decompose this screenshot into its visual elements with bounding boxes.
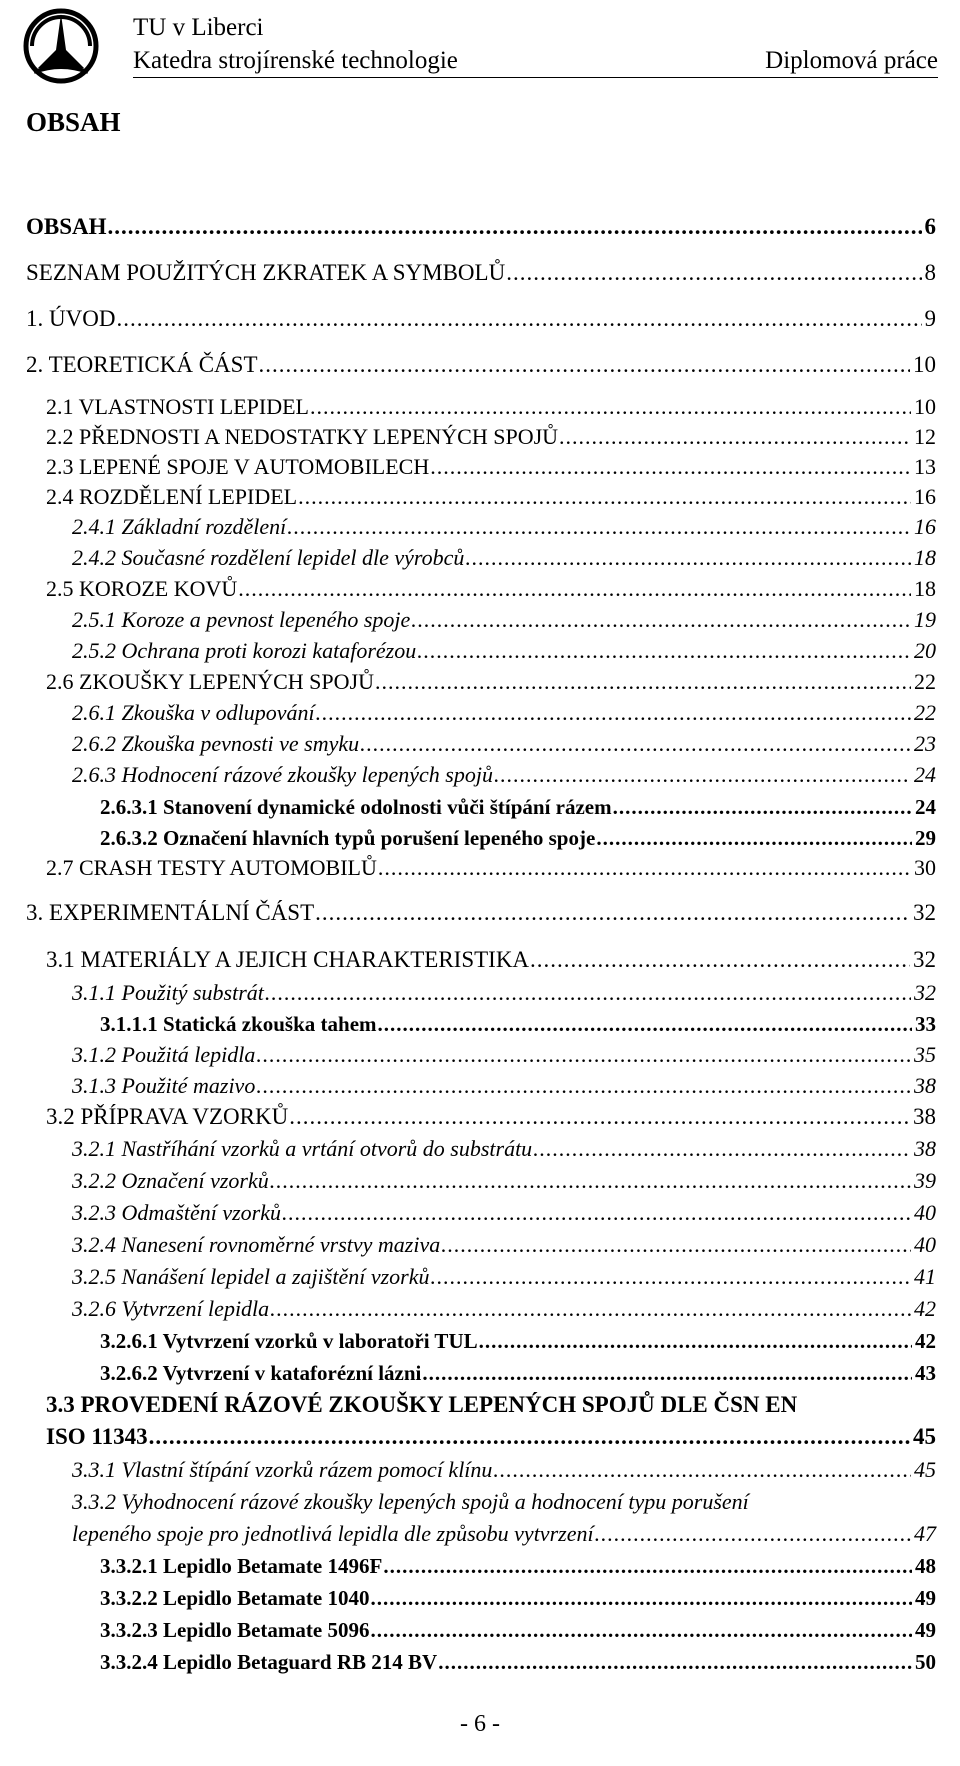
toc-entry-page: 16 xyxy=(914,514,936,539)
toc-entry-page: 32 xyxy=(914,980,936,1005)
toc-entry-page: 50 xyxy=(915,1650,936,1674)
toc-leader xyxy=(465,543,911,573)
toc-entry-label: 3.3.1 Vlastní štípání vzorků rázem pomocí klínu xyxy=(72,1457,493,1482)
toc-entry[interactable] xyxy=(72,760,936,790)
toc-entry-label: 3.2 PŘÍPRAVA VZORKŮ xyxy=(46,1104,289,1129)
toc-entry[interactable] xyxy=(46,945,936,975)
toc-entry-page: 40 xyxy=(914,1200,936,1225)
toc-entry[interactable] xyxy=(72,1040,936,1070)
toc-entry-label: 2.6.3 Hodnocení rázové zkoušky lepených spojů xyxy=(72,762,493,787)
page-number: - 6 - xyxy=(460,1711,500,1737)
toc-leader xyxy=(533,1134,911,1164)
toc-entry[interactable] xyxy=(100,1551,936,1581)
toc-entry-label: 2.6.2 Zkouška pevnosti ve smyku xyxy=(72,731,360,756)
toc-entry[interactable] xyxy=(72,698,936,728)
toc-leader xyxy=(375,667,911,697)
toc-entry-label: ISO 11343 xyxy=(46,1424,148,1449)
toc-entry-label: 3.2.5 Nanášení lepidel a zajištění vzorků xyxy=(72,1264,430,1289)
toc-entry[interactable] xyxy=(26,304,936,334)
toc-entry-label: 3.2.6 Vytvrzení lepidla xyxy=(72,1296,270,1321)
toc-entry[interactable] xyxy=(100,792,936,822)
toc-leader xyxy=(430,452,911,482)
toc-entry[interactable] xyxy=(26,898,936,928)
toc-entry-page: 38 xyxy=(914,1136,936,1161)
toc-entry-page: 23 xyxy=(914,731,936,756)
toc-leader xyxy=(270,1294,911,1324)
toc-leader xyxy=(417,636,911,666)
toc-entry-label: 3.3.2.4 Lepidlo Betaguard RB 214 BV xyxy=(100,1650,438,1674)
toc-leader xyxy=(149,1422,910,1452)
toc-entry-page: 47 xyxy=(914,1521,936,1546)
toc-entry-label: 3.2.2 Označení vzorků xyxy=(72,1168,269,1193)
toc-entry-label: 3.2.6.2 Vytvrzení v kataforézní lázni xyxy=(100,1361,422,1385)
toc-entry-label: 2.5.2 Ochrana proti korozi kataforézou xyxy=(72,638,417,663)
toc-entry-page: 39 xyxy=(914,1168,936,1193)
toc-entry[interactable] xyxy=(46,482,936,512)
toc-leader xyxy=(370,1583,912,1613)
toc-leader xyxy=(613,792,912,822)
toc-entry[interactable] xyxy=(26,350,936,380)
toc-leader xyxy=(265,978,911,1008)
toc-entry-label: 3.2.3 Odmaštění vzorků xyxy=(72,1200,281,1225)
page-title: OBSAH xyxy=(26,107,121,137)
toc-entry-label: 3.3.2.3 Lepidlo Betamate 5096 xyxy=(100,1618,370,1642)
toc-entry[interactable] xyxy=(72,1071,936,1101)
toc-entry-page: 20 xyxy=(914,638,936,663)
toc-entry[interactable] xyxy=(46,422,936,452)
toc-entry-label: 2.6.1 Zkouška v odlupování xyxy=(72,700,315,725)
toc-entry-page: 18 xyxy=(914,576,936,601)
toc-leader xyxy=(256,1071,911,1101)
toc-entry-label: 3.1.1 Použitý substrát xyxy=(72,980,264,1005)
toc-entry-page: 18 xyxy=(914,545,936,570)
toc-leader xyxy=(298,482,911,512)
toc-entry-page: 24 xyxy=(915,795,936,819)
toc-entry-page: 43 xyxy=(915,1361,936,1385)
toc-entry-page: 33 xyxy=(915,1012,936,1036)
toc-entry-label: 3. EXPERIMENTÁLNÍ ČÁST xyxy=(26,900,315,925)
toc-entry[interactable] xyxy=(46,667,936,697)
toc-entry-label: 2.6.3.1 Stanovení dynamické odolnosti vůči štípání rázem xyxy=(100,795,612,819)
toc-entry[interactable] xyxy=(46,1102,936,1132)
toc-entry-page: 16 xyxy=(914,484,936,509)
toc-entry-page: 12 xyxy=(914,424,936,449)
toc-entry[interactable] xyxy=(72,1262,936,1292)
toc-entry-page: 22 xyxy=(914,700,936,725)
toc-leader xyxy=(370,1615,912,1645)
toc-entry-page: 13 xyxy=(914,454,936,479)
toc-entry[interactable] xyxy=(26,212,936,242)
toc-leader xyxy=(378,1009,912,1039)
toc-entry[interactable] xyxy=(46,1422,936,1452)
toc-entry-label: 2. TEORETICKÁ ČÁST xyxy=(26,352,258,377)
toc-entry-page: 49 xyxy=(915,1586,936,1610)
toc-leader xyxy=(378,853,911,883)
toc-entry[interactable] xyxy=(46,574,936,604)
toc-leader xyxy=(256,1040,911,1070)
toc-entry-page: 8 xyxy=(924,260,936,285)
toc-entry-label: 3.3.2.2 Lepidlo Betamate 1040 xyxy=(100,1586,370,1610)
toc-leader xyxy=(438,1647,912,1677)
toc-entry[interactable] xyxy=(72,1198,936,1228)
header-university: TU v Liberci xyxy=(133,14,264,41)
toc-entry[interactable] xyxy=(100,1583,936,1613)
toc-entry-label: 3.1.1.1 Statická zkouška tahem xyxy=(100,1012,377,1036)
toc-entry-label: 2.5 KOROZE KOVŮ xyxy=(46,576,238,601)
toc-entry-label-line1[interactable]: 3.3.2 Vyhodnocení rázové zkoušky lepených spojů a hodnocení typu porušení xyxy=(72,1489,749,1514)
toc-entry-label: 1. ÚVOD xyxy=(26,306,116,331)
toc-entry[interactable] xyxy=(72,1455,936,1485)
toc-entry[interactable] xyxy=(26,258,936,288)
toc-entry[interactable] xyxy=(72,605,936,635)
toc-leader xyxy=(479,1326,912,1356)
header-department: Katedra strojírenské technologie xyxy=(133,47,458,74)
toc-entry-label: 2.3 LEPENÉ SPOJE V AUTOMOBILECH xyxy=(46,454,430,479)
toc-entry-label: 3.1.3 Použité mazivo xyxy=(72,1073,256,1098)
toc-leader xyxy=(289,1102,910,1132)
toc-entry[interactable] xyxy=(72,1230,936,1260)
toc-entry[interactable] xyxy=(72,1166,936,1196)
toc-entry[interactable] xyxy=(100,1009,936,1039)
toc-leader xyxy=(494,760,911,790)
toc-leader xyxy=(559,422,911,452)
toc-leader xyxy=(430,1262,911,1292)
toc-entry-label: 2.1 VLASTNOSTI LEPIDEL xyxy=(46,394,309,419)
toc-entry[interactable] xyxy=(72,1134,936,1164)
toc-entry-label: 2.7 CRASH TESTY AUTOMOBILŮ xyxy=(46,855,377,880)
toc-entry-page: 22 xyxy=(914,669,936,694)
toc-entry-page: 45 xyxy=(913,1424,936,1449)
toc-leader xyxy=(287,512,911,542)
toc-leader xyxy=(238,574,911,604)
toc-entry[interactable] xyxy=(72,1519,936,1549)
toc-entry-label: 3.1.2 Použitá lepidla xyxy=(72,1042,256,1067)
toc-entry-page: 42 xyxy=(914,1296,936,1321)
toc-entry-label: SEZNAM POUŽITÝCH ZKRATEK A SYMBOLŮ xyxy=(26,260,506,285)
toc-entry-label-line1[interactable]: 3.3 PROVEDENÍ RÁZOVÉ ZKOUŠKY LEPENÝCH SPOJŮ DLE ČSN EN xyxy=(46,1392,798,1417)
toc-entry-label: 3.2.1 Nastříhání vzorků a vrtání otvorů do substrátu xyxy=(72,1136,533,1161)
toc-entry[interactable] xyxy=(72,512,936,542)
toc-entry[interactable] xyxy=(100,1326,936,1356)
toc-entry-page: 40 xyxy=(914,1232,936,1257)
toc-leader xyxy=(422,1358,912,1388)
toc-entry[interactable] xyxy=(46,452,936,482)
toc-entry-label: 3.3.2.1 Lepidlo Betamate 1496F xyxy=(100,1554,383,1578)
toc-entry-page: 9 xyxy=(924,306,936,331)
toc-entry[interactable] xyxy=(46,853,936,883)
toc-entry-page: 32 xyxy=(913,900,936,925)
toc-entry-label: 2.4.2 Současné rozdělení lepidel dle výrobců xyxy=(72,545,465,570)
toc-leader xyxy=(310,392,911,422)
toc-leader xyxy=(259,350,911,380)
toc-entry-label: 2.4.1 Základní rozdělení xyxy=(72,514,287,539)
toc-entry-label: 3.2.6.1 Vytvrzení vzorků v laboratoři TUL xyxy=(100,1329,478,1353)
toc-entry-page: 41 xyxy=(914,1264,936,1289)
toc-entry[interactable] xyxy=(72,636,936,666)
toc-entry-label: 2.6 ZKOUŠKY LEPENÝCH SPOJŮ xyxy=(46,669,374,694)
toc-leader xyxy=(493,1455,911,1485)
toc-leader xyxy=(316,698,911,728)
toc-entry-page: 19 xyxy=(914,607,936,632)
toc-entry-page: 38 xyxy=(913,1104,936,1129)
toc-entry-page: 48 xyxy=(915,1554,936,1578)
toc-entry[interactable] xyxy=(72,1294,936,1324)
toc-entry[interactable] xyxy=(72,543,936,573)
toc-leader xyxy=(411,605,911,635)
toc-entry-page: 49 xyxy=(915,1618,936,1642)
toc-entry-label: 3.2.4 Nanesení rovnoměrné vrstvy maziva xyxy=(72,1232,441,1257)
toc-entry-page: 35 xyxy=(914,1042,936,1067)
toc-entry[interactable] xyxy=(100,823,936,853)
toc-entry-page: 29 xyxy=(915,826,936,850)
toc-entry-label: 2.5.1 Koroze a pevnost lepeného spoje xyxy=(72,607,411,632)
toc-entry-label: 2.6.3.2 Označení hlavních typů porušení lepeného spoje xyxy=(100,826,596,850)
toc-entry-page: 30 xyxy=(914,855,936,880)
toc-entry-page: 24 xyxy=(914,762,936,787)
header-document-type: Diplomová práce xyxy=(765,47,938,74)
toc-entry-label: 3.1 MATERIÁLY A JEJICH CHARAKTERISTIKA xyxy=(46,947,530,972)
toc-entry[interactable] xyxy=(100,1358,936,1388)
toc-entry[interactable] xyxy=(72,978,936,1008)
toc-leader xyxy=(360,729,911,759)
toc-leader xyxy=(270,1166,911,1196)
toc-entry-page: 6 xyxy=(924,214,936,239)
toc-leader xyxy=(596,823,912,853)
toc-leader xyxy=(282,1198,911,1228)
toc-entry-label: OBSAH xyxy=(26,214,107,239)
toc-entry-page: 38 xyxy=(914,1073,936,1098)
toc-entry-label: lepeného spoje pro jednotlivá lepidla dle způsobu vytvrzení xyxy=(72,1521,594,1546)
toc-entry-page: 10 xyxy=(913,352,936,377)
toc-leader xyxy=(530,945,910,975)
toc-leader xyxy=(315,898,910,928)
toc-entry-page: 32 xyxy=(913,947,936,972)
toc-leader xyxy=(506,258,921,288)
toc-leader xyxy=(595,1519,911,1549)
toc-entry[interactable] xyxy=(46,392,936,422)
toc-leader xyxy=(383,1551,912,1581)
toc-leader xyxy=(441,1230,911,1260)
toc-entry[interactable] xyxy=(100,1647,936,1677)
toc-entry[interactable] xyxy=(72,729,936,759)
toc-leader xyxy=(116,304,921,334)
toc-entry-page: 10 xyxy=(914,394,936,419)
toc-entry-page: 45 xyxy=(914,1457,936,1482)
toc-entry[interactable] xyxy=(100,1615,936,1645)
toc-entry-label: 2.2 PŘEDNOSTI A NEDOSTATKY LEPENÝCH SPOJŮ xyxy=(46,424,559,449)
toc-leader xyxy=(108,212,922,242)
toc-entry-label: 2.4 ROZDĚLENÍ LEPIDEL xyxy=(46,484,298,509)
toc-entry-page: 42 xyxy=(915,1329,936,1353)
